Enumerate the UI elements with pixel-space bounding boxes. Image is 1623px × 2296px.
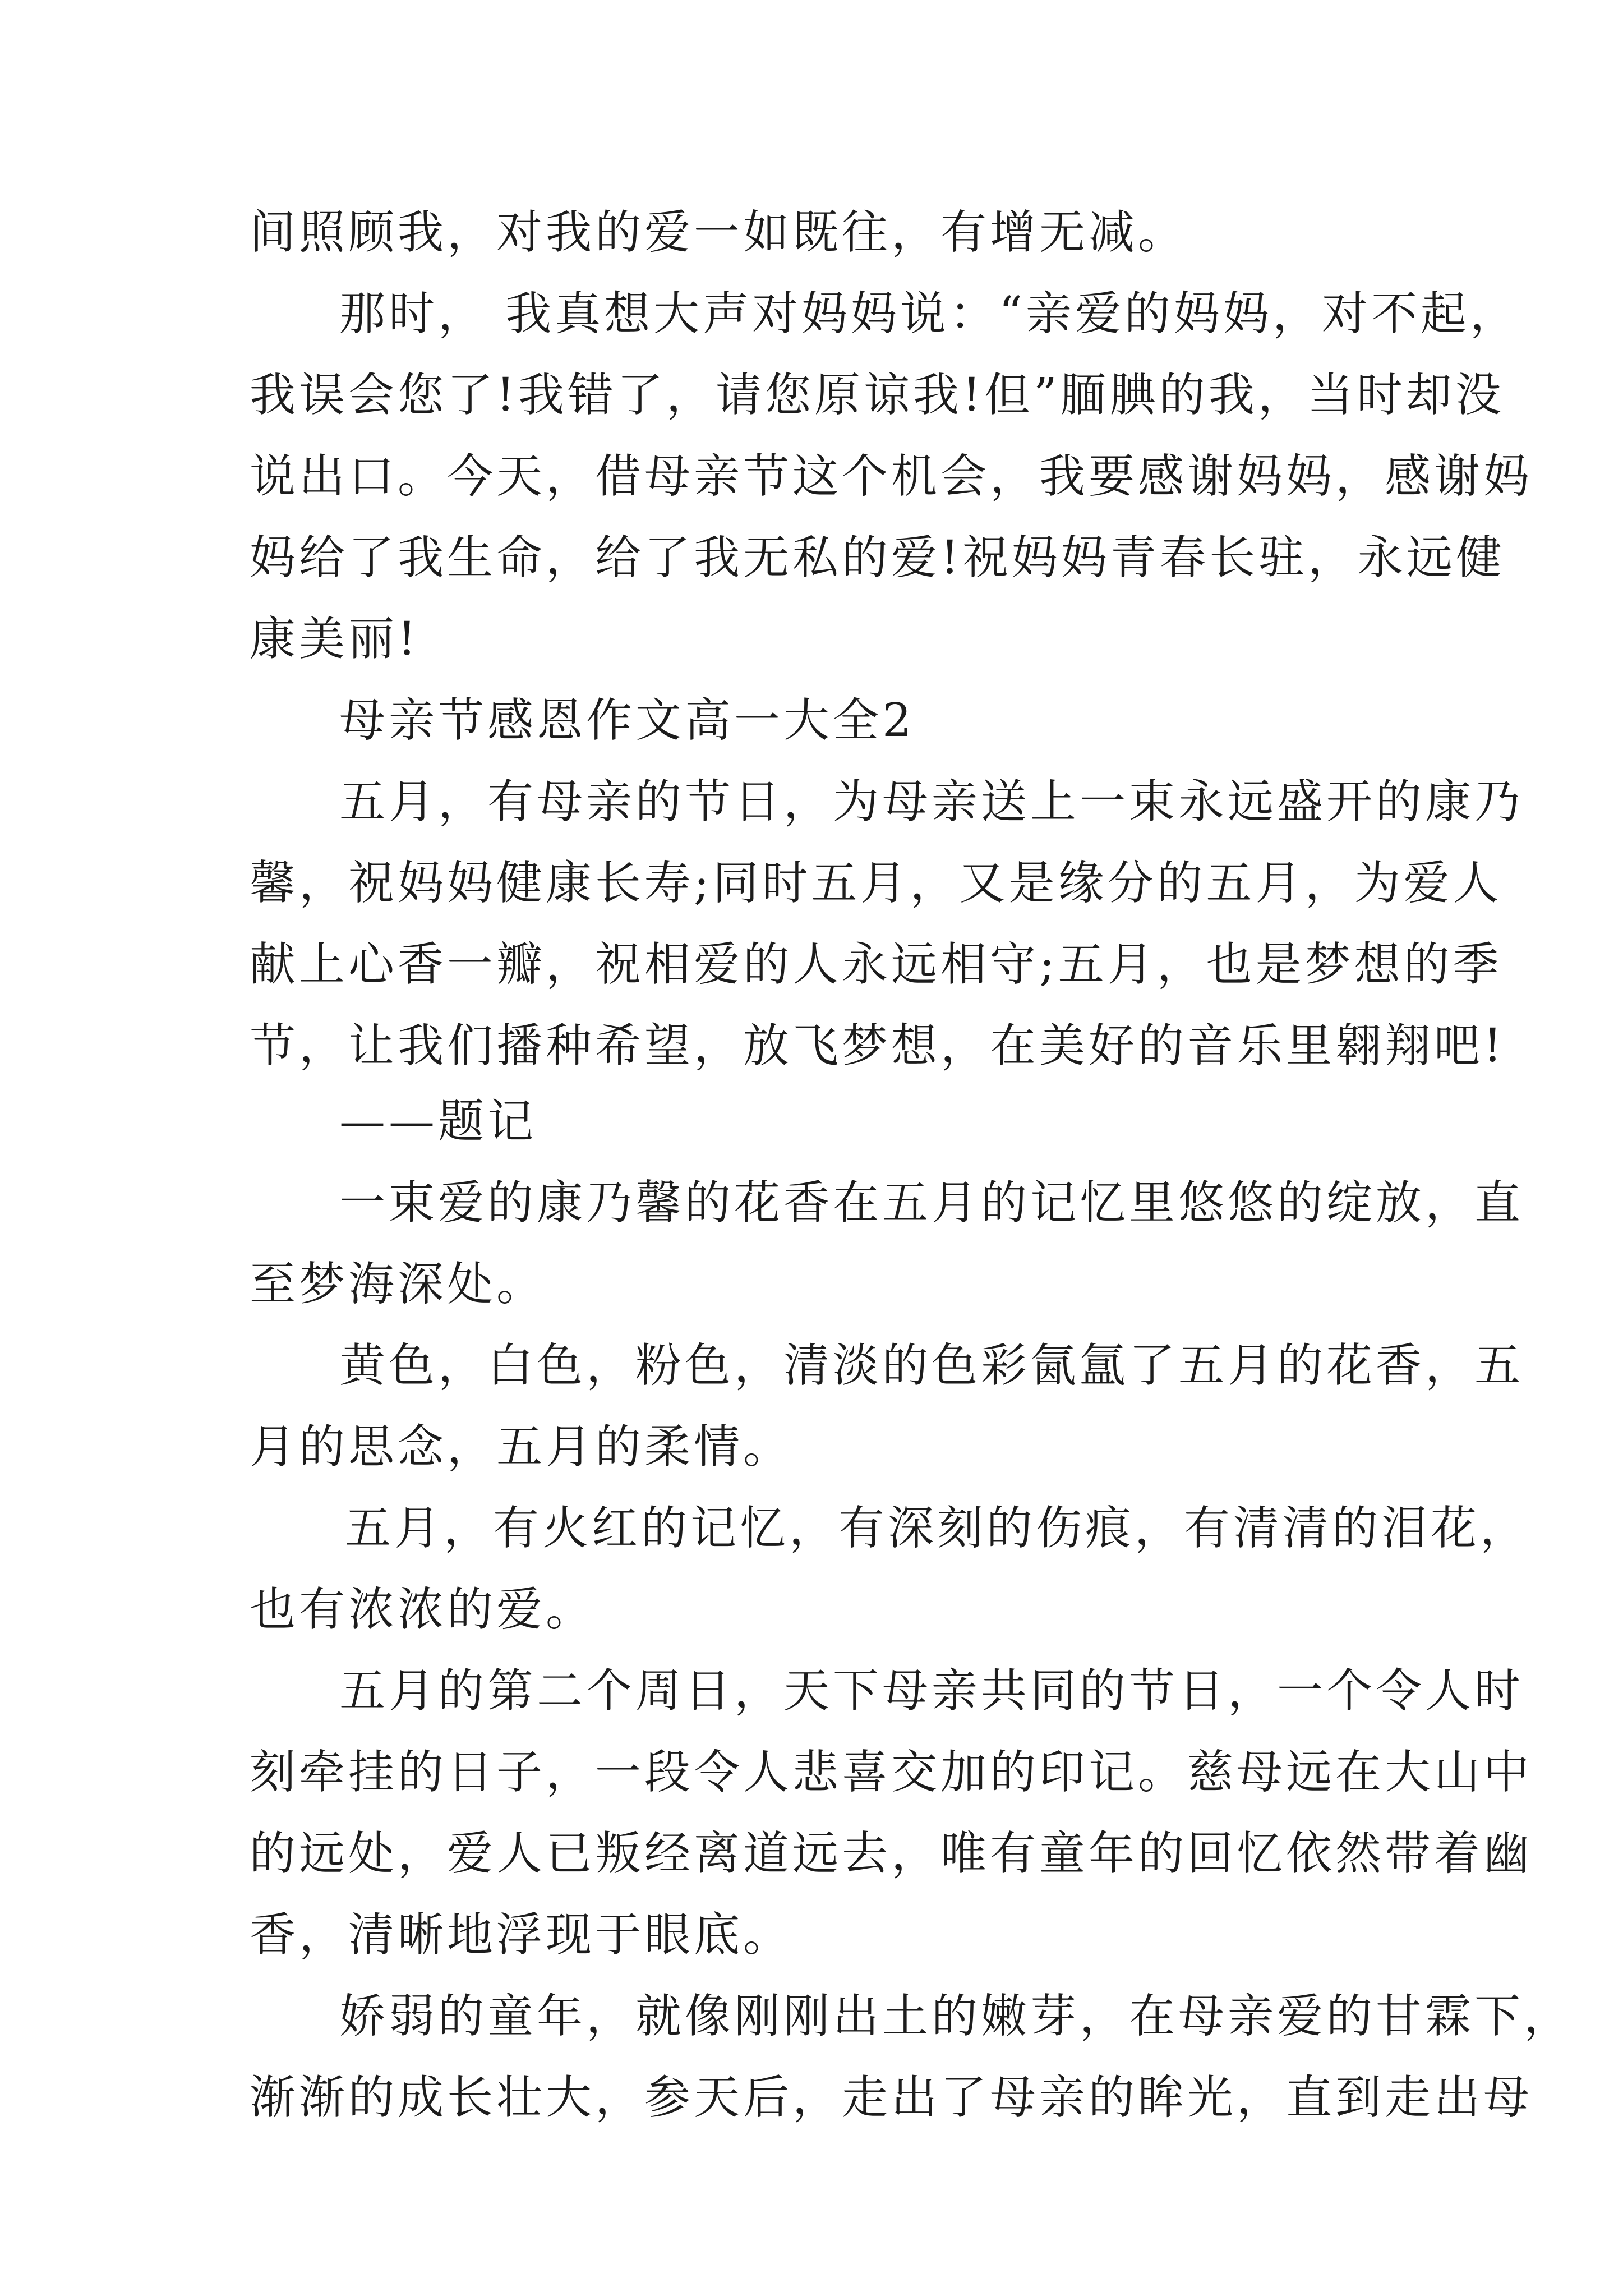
- text-line: 也有浓浓的爱。: [250, 1583, 596, 1636]
- text-line: 月的思念，五月的柔情。: [250, 1420, 793, 1474]
- text-line: 我误会您了!我错了，请您原谅我!但”腼腆的我，当时却没: [250, 369, 1505, 422]
- text-line: 至梦海深处。: [250, 1258, 546, 1311]
- section-heading: 母亲节感恩作文高一大全2: [339, 694, 915, 747]
- text-line: 黄色，白色，粉色，清淡的色彩氤氲了五月的花香，五: [339, 1339, 1524, 1392]
- text-line: 说出口。今天，借母亲节这个机会，我要感谢妈妈，感谢妈: [250, 450, 1533, 503]
- text-line: 渐渐的成长壮大，参天后，走出了母亲的眸光，直到走出母: [250, 2071, 1533, 2124]
- text-line: 五月，有母亲的节日，为母亲送上一束永远盛开的康乃: [339, 775, 1524, 829]
- text-line: 献上心香一瓣，祝相爱的人永远相守;五月，也是梦想的季: [250, 938, 1502, 991]
- text-line: 馨，祝妈妈健康长寿;同时五月，又是缘分的五月，为爱人: [250, 857, 1502, 910]
- text-line: 间照顾我，对我的爱一如既往，有增无减。: [250, 206, 1188, 259]
- text-line: 刻牵挂的日子，一段令人悲喜交加的印记。慈母远在大山中: [250, 1746, 1533, 1799]
- text-line: 康美丽!: [250, 613, 419, 666]
- text-line: 节，让我们播种希望，放飞梦想，在美好的音乐里翱翔吧!: [250, 1019, 1505, 1073]
- inscription-line: ——题记: [339, 1095, 537, 1148]
- text-line: 五月的第二个周日，天下母亲共同的节日，一个令人时: [339, 1664, 1524, 1718]
- text-line: 妈给了我生命，给了我无私的爱!祝妈妈青春长驻，永远健: [250, 531, 1505, 585]
- text-line: 五月，有火红的记忆，有深刻的伤痕，有清清的泪花，: [345, 1502, 1530, 1555]
- text-line: 香，清晰地浮现于眼底。: [250, 1908, 793, 1962]
- text-line: 一束爱的康乃馨的花香在五月的记忆里悠悠的绽放，直: [339, 1176, 1524, 1230]
- text-line: 娇弱的童年，就像刚刚出土的嫩芽，在母亲爱的甘霖下，: [339, 1990, 1574, 2043]
- text-line: 那时， 我真想大声对妈妈说：“亲爱的妈妈，对不起，: [339, 287, 1519, 341]
- text-line: 的远处，爱人已叛经离道远去，唯有童年的回忆依然带着幽: [250, 1827, 1533, 1880]
